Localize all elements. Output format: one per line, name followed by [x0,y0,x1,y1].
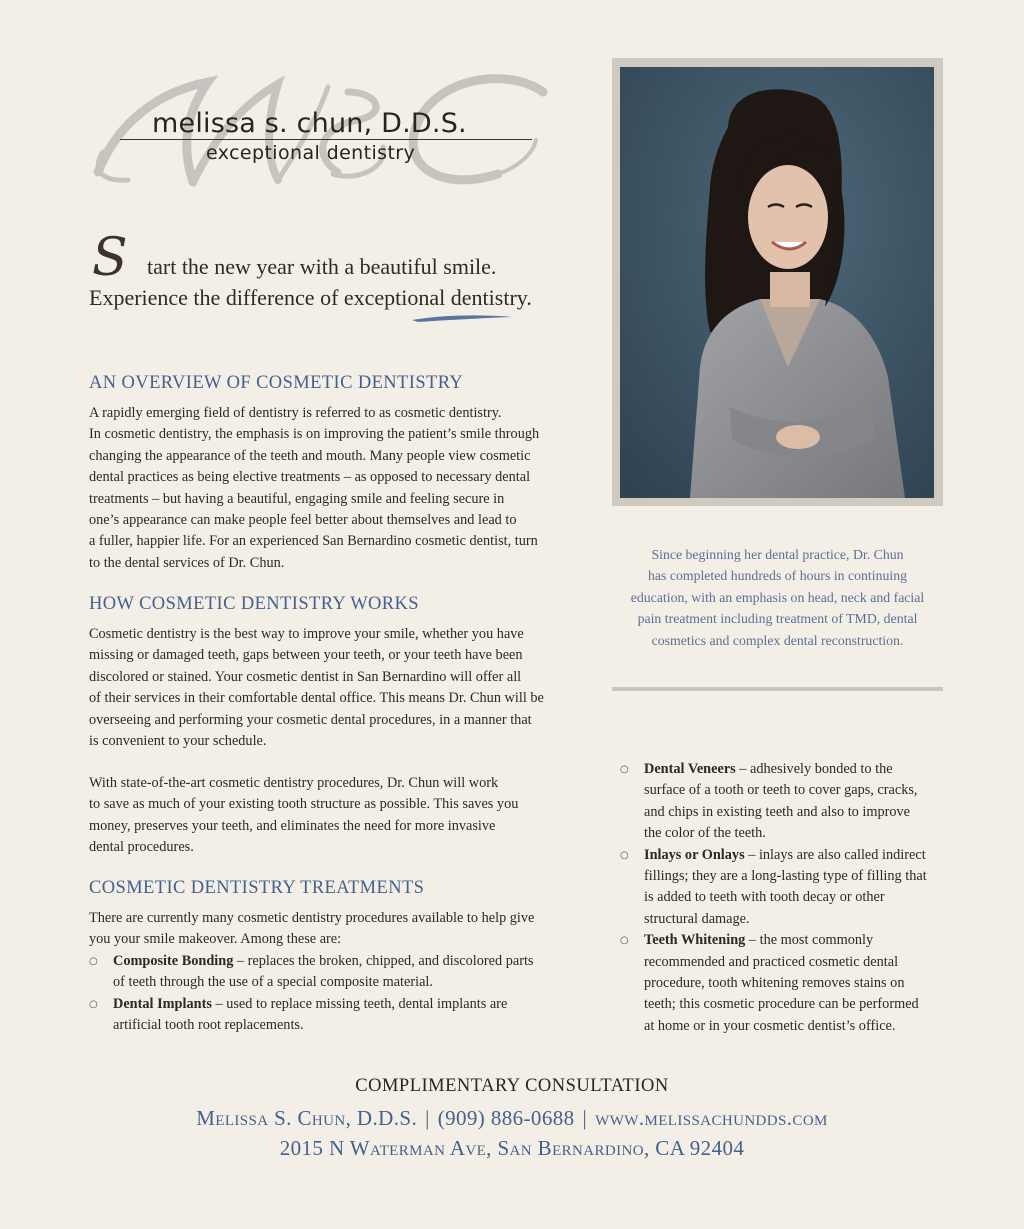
headline-line-1: tart the new year with a beautiful smile. [147,254,497,279]
phone-number[interactable]: (909) 886-0688 [437,1106,575,1130]
paragraph-line: A rapidly emerging field of dentistry is referred to as cosmetic dentistry. [89,405,502,421]
paragraph-line: treatments – but having a beautiful, engaging smile and feeling secure in [89,490,505,507]
caption-line: has completed hundreds of hours in continuing [647,568,908,584]
paragraph-line: you your smile makeover. Among these are: [89,931,342,948]
caption-divider [612,687,943,691]
treatments-intro [89,908,569,951]
address-line: 2015 N Waterman Ave, San Bernardino, CA 92404 [279,1136,745,1160]
list-item [620,845,950,931]
list-item-line: recommended and practiced cosmetic dental [644,953,899,970]
list-item-line: the color of the teeth. [644,825,766,842]
separator: | [425,1106,430,1130]
list-item [620,930,950,1037]
consultation-cta: COMPLIMENTARY CONSULTATION [355,1076,669,1096]
list-item [89,994,579,1037]
list-item-line: fillings; they are a long-lasting type of filling that [644,868,927,885]
paragraph-line: a fuller, happier life. For an experienced San Bernardino cosmetic dentist, turn [89,533,538,550]
paragraph-line: to save as much of your existing tooth structure as possible. This saves you [89,796,519,813]
paragraph-line: dental procedures. [89,839,194,856]
list-item-line: procedure, tooth whitening removes stains on [644,975,905,992]
bullet-circle-icon: ○ [620,935,629,947]
logo-tagline: exceptional dentistry [206,142,416,164]
paragraph-line: discolored or stained. Your cosmetic dentist in San Bernardino will offer all [89,668,522,685]
paragraph-line: In cosmetic dentistry, the emphasis is on improving the patient’s smile through [89,426,540,443]
headline-line-2: Experience the difference of exceptional dentistry. [89,285,532,310]
treatment-desc: – the most commonly [745,932,874,949]
paragraph-line: is convenient to your schedule. [89,733,267,750]
list-item [89,951,579,994]
treatment-term: Dental Veneers [644,761,736,777]
bullet-circle-icon: ○ [620,849,629,861]
list-item-first-line [644,759,950,780]
paragraph-line: Cosmetic dentistry is the best way to improve your smile, whether you have [89,626,524,642]
separator: | [582,1106,588,1130]
treatment-desc: – adhesively bonded to the [735,761,893,777]
paragraph-line: money, preserves your teeth, and eliminates the need for more invasive [89,817,496,834]
how-heading: HOW COSMETIC DENTISTRY WORKS [89,594,419,614]
treatments-list-right [620,759,950,1037]
list-item-line: teeth; this cosmetic procedure can be performed [644,996,919,1013]
caption-line: pain treatment including treatment of TMD, dental [637,611,918,627]
treatments-heading: COSMETIC DENTISTRY TREATMENTS [89,878,425,898]
list-item-line: artificial tooth root replacements. [113,1017,304,1034]
treatment-term: Teeth Whitening [644,932,746,949]
list-item-line: surface of a tooth or teeth to cover gaps, cracks, [644,782,918,799]
treatment-term: Inlays or Onlays [644,846,745,863]
how-paragraph-1 [89,624,569,752]
paragraph-line: dental practices as being elective treatments – as opposed to necessary dental [89,469,531,486]
paragraph-line: of their services in their comfortable dental office. This means Dr. Chun will be [89,690,544,707]
bullet-circle-icon: ○ [89,956,98,967]
list-item-first-line [113,951,579,972]
list-item-first-line [113,994,579,1015]
list-item-line: structural damage. [644,910,750,927]
list-item-line: and chips in existing teeth and also to improve [644,803,911,820]
treatments-list-left [89,951,579,1037]
website-link[interactable]: www.melissachundds.com [595,1106,828,1130]
treatment-desc: – inlays are also called indirect [744,846,926,863]
caption-line: Since beginning her dental practice, Dr. Chun [651,547,904,562]
practice-name: Melissa S. Chun, D.D.S. [196,1106,418,1130]
bullet-circle-icon: ○ [620,764,629,775]
treatment-term: Dental Implants [113,995,212,1012]
list-item-first-line [644,845,950,866]
bullet-circle-icon: ○ [89,998,98,1010]
treatment-desc: – replaces the broken, chipped, and discolored parts [233,953,534,969]
list-item-line: of teeth through the use of a special composite material. [113,974,433,991]
paragraph-line: one’s appearance can make people feel better about themselves and lead to [89,512,517,529]
paragraph-line: overseeing and performing your cosmetic dental procedures, in a manner that [89,711,532,728]
paragraph-line: changing the appearance of the teeth and mouth. Many people view cosmetic [89,447,531,464]
list-item [620,759,950,845]
paragraph-line: With state-of-the-art cosmetic dentistry procedures, Dr. Chun will work [89,775,499,791]
paragraph-line: to the dental services of Dr. Chun. [89,554,285,571]
logo-name: melissa s. chun, D.D.S. [152,108,467,139]
paragraph-line: missing or damaged teeth, gaps between your teeth, or your teeth have been [89,647,523,664]
list-item-line: at home or in your cosmetic dentist’s office. [644,1017,896,1034]
treatment-term: Composite Bonding [113,953,234,969]
photo-caption [612,544,943,651]
logo-rule [120,139,532,140]
headline-swash [410,312,515,324]
caption-line: education, with an emphasis on head, neck and facial [630,589,925,605]
treatment-desc: – used to replace missing teeth, dental implants are [211,995,508,1012]
list-item-line: is added to teeth with tooth decay or other [644,889,885,906]
contact-line [0,1106,1024,1131]
list-item-first-line [644,930,950,951]
overview-heading: AN OVERVIEW OF COSMETIC DENTISTRY [89,373,464,393]
overview-paragraph [89,403,569,574]
headline-drop-cap: S [92,228,128,288]
paragraph-line: There are currently many cosmetic dentistry procedures available to help give [89,910,535,926]
doctor-portrait-photo [620,67,934,498]
caption-line: cosmetics and complex dental reconstruction. [651,632,904,648]
how-paragraph-2 [89,773,569,859]
